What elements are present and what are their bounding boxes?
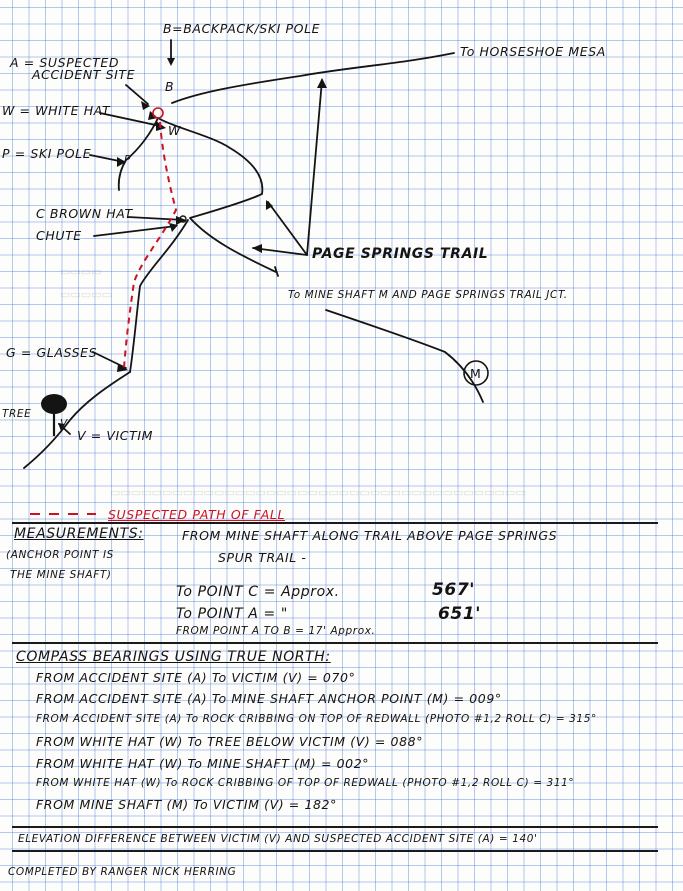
bearing-row-1: FROM ACCIDENT SITE (A) To VICTIM (V) = 070° bbox=[36, 670, 356, 685]
erased-text-1: ▭▭▭▭ bbox=[60, 265, 102, 278]
mark-p: P bbox=[124, 154, 131, 166]
divider-bottom bbox=[12, 850, 658, 852]
elevation-difference: ELEVATION DIFFERENCE BETWEEN VICTIM (V) AND SUSPECTED ACCIDENT SITE (A) = 140' bbox=[18, 833, 538, 845]
anchor-note-2: THE MINE SHAFT) bbox=[10, 569, 112, 581]
lower-slope-line bbox=[24, 372, 130, 468]
completed-by: COMPLETED BY RANGER NICK HERRING bbox=[8, 866, 237, 878]
label-victim: V = VICTIM bbox=[77, 428, 154, 443]
mark-m: M bbox=[470, 366, 482, 381]
bearing-row-4: FROM WHITE HAT (W) To TREE BELOW VICTIM (V) = 088° bbox=[36, 734, 424, 749]
measurements-title: MEASUREMENTS: bbox=[14, 526, 144, 542]
label-horseshoe-mesa: To HORSESHOE MESA bbox=[460, 44, 606, 59]
trail-to-horseshoe-mesa bbox=[172, 53, 454, 103]
bearing-row-6: FROM WHITE HAT (W) To ROCK CRIBBING OF TOP OF REDWALL (PHOTO #1,2 ROLL C) = 311° bbox=[36, 777, 575, 789]
point-a-to-b: FROM POINT A TO B = 17' Approx. bbox=[176, 625, 376, 637]
erased-text-3: ▭▭▭▭▭▭▭▭▭▭▭▭▭▭▭▭▭▭▭▭▭▭▭▭▭▭▭▭▭▭▭▭▭▭▭▭▭▭▭▭ bbox=[110, 486, 526, 499]
point-a-marker bbox=[153, 108, 163, 118]
label-white-hat: W = WHITE HAT bbox=[2, 103, 111, 118]
divider-measurements bbox=[12, 522, 658, 524]
measurements-header-2: SPUR TRAIL - bbox=[218, 550, 307, 565]
to-point-a-label: To POINT A = " bbox=[176, 606, 288, 622]
mark-w: W bbox=[168, 123, 181, 138]
erased-text-2: ▭▭▭▭▭ bbox=[60, 288, 112, 301]
anchor-note-1: (ANCHOR POINT IS bbox=[6, 549, 114, 561]
to-point-c-value: 567' bbox=[432, 580, 476, 600]
divider-bearings bbox=[12, 642, 658, 644]
bearing-row-2: FROM ACCIDENT SITE (A) To MINE SHAFT ANCHOR POINT (M) = 009° bbox=[36, 691, 502, 706]
label-glasses: G = GLASSES bbox=[6, 345, 98, 360]
bearing-row-5: FROM WHITE HAT (W) To MINE SHAFT (M) = 002° bbox=[36, 756, 370, 771]
measurements-header: FROM MINE SHAFT ALONG TRAIL ABOVE PAGE SPRINGS bbox=[182, 528, 558, 543]
label-page-springs-trail: PAGE SPRINGS TRAIL bbox=[312, 246, 489, 262]
to-point-c-label: To POINT C = Approx. bbox=[176, 584, 340, 600]
mark-v: V bbox=[60, 418, 68, 430]
suspected-path-of-fall bbox=[124, 122, 176, 368]
label-backpack-ski-pole: B=BACKPACK/SKI POLE bbox=[163, 21, 321, 36]
legend-suspected-path: SUSPECTED PATH OF FALL bbox=[108, 507, 286, 522]
mark-b: B bbox=[165, 79, 175, 94]
label-tree: TREE bbox=[2, 408, 32, 420]
to-point-a-value: 651' bbox=[438, 604, 482, 624]
label-accident-site: ACCIDENT SITE bbox=[32, 67, 136, 82]
label-brown-hat: C BROWN HAT bbox=[36, 206, 133, 221]
bearing-row-3: FROM ACCIDENT SITE (A) To ROCK CRIBBING ON TOP OF REDWALL (PHOTO #1,2 ROLL C) = 315° bbox=[36, 713, 597, 725]
bearings-title: COMPASS BEARINGS USING TRUE NORTH: bbox=[16, 649, 331, 665]
divider-elevation bbox=[12, 826, 658, 828]
label-chute: CHUTE bbox=[36, 228, 82, 243]
label-mine-shaft-jct: To MINE SHAFT M AND PAGE SPRINGS TRAIL JCT. bbox=[288, 289, 568, 301]
label-suspected: A = SUSPECTED bbox=[10, 55, 120, 70]
chute-line bbox=[130, 220, 188, 372]
mine-shaft-trail bbox=[326, 310, 483, 402]
bearing-row-7: FROM MINE SHAFT (M) To VICTIM (V) = 182° bbox=[36, 797, 337, 812]
label-ski-pole: P = SKI POLE bbox=[2, 146, 92, 161]
